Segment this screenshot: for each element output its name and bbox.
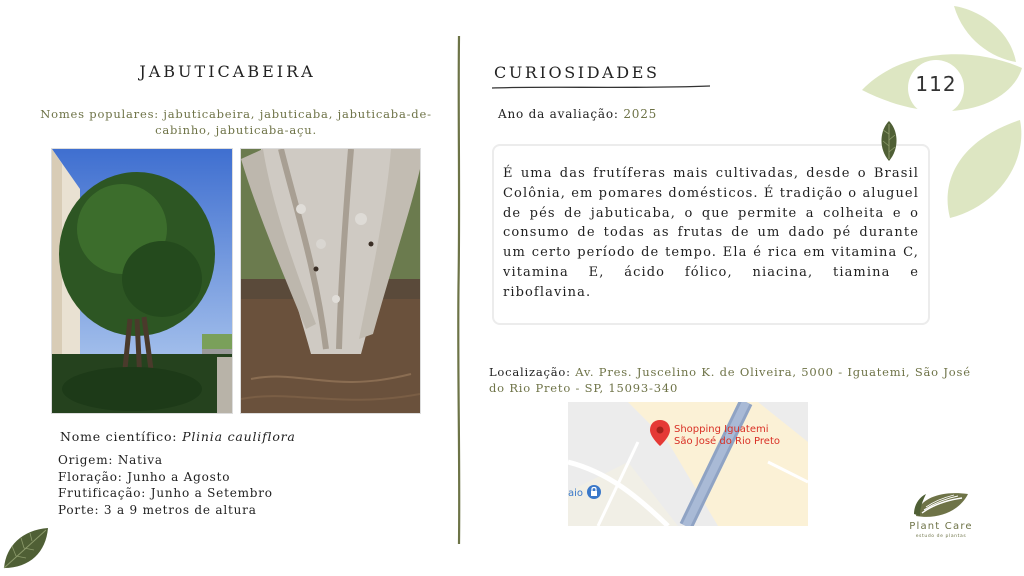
leaf-icon — [860, 0, 1024, 225]
map-place-line2: São José do Rio Preto — [674, 436, 780, 447]
page-number: 112 — [915, 72, 957, 96]
map-place-line1: Shopping Iguatemi — [674, 424, 769, 435]
plant-facts — [58, 452, 273, 518]
lock-icon — [587, 485, 601, 499]
location-label: Localização: — [489, 365, 571, 379]
leaf-icon — [0, 524, 52, 572]
popular-names: Nomes populares: jabuticabeira, jabuticaba, jabuticaba-de-cabinho, jabuticaba-açu. — [40, 107, 432, 137]
year-label: Ano da avaliação: — [498, 107, 619, 121]
logo-tagline: estudo de plantas — [915, 534, 967, 539]
tree-photo — [51, 148, 233, 414]
column-divider — [455, 36, 463, 544]
location-value: Av. Pres. Juscelino K. de Oliveira, 5000 - Iguatemi, São José do Rio Preto - SP, 15093-340 — [489, 365, 971, 395]
title-underline — [490, 82, 712, 92]
year-value: 2025 — [623, 107, 658, 121]
trunk-photo — [240, 148, 421, 414]
map-side-label: aio — [568, 488, 584, 499]
fact-flowering: Floração: Junho a Agosto — [58, 469, 231, 484]
logo-name: Plant Care — [909, 521, 973, 532]
scientific-label: Nome científico: — [60, 429, 178, 444]
evaluation-year — [498, 107, 657, 121]
location-map[interactable] — [568, 402, 808, 526]
fact-fruiting: Frutificação: Junho a Setembro — [58, 486, 273, 501]
scientific-value: Plinia cauliflora — [182, 429, 296, 444]
curiosities-title: CURIOSIDADES — [494, 63, 660, 82]
plant-title: JABUTICABEIRA — [139, 62, 316, 81]
fact-origin: Origem: Nativa — [58, 453, 163, 467]
leaf-icon — [876, 120, 902, 162]
scientific-name — [60, 429, 296, 444]
curiosity-text: É uma das frutíferas mais cultivadas, desde o Brasil Colônia, em pomares domésticos. É tradição o aluguel de pés de jabuticaba, o que permite a colheita e o consumo de todas as frutas de um dado pé durante um certo período de tempo. Ela é rica em vitamina C, vitamina E, ácido fólico, niacina, tiamina e riboflavina. — [503, 166, 919, 300]
fact-size: Porte: 3 a 9 metros de altura — [58, 502, 257, 517]
location — [489, 365, 979, 396]
